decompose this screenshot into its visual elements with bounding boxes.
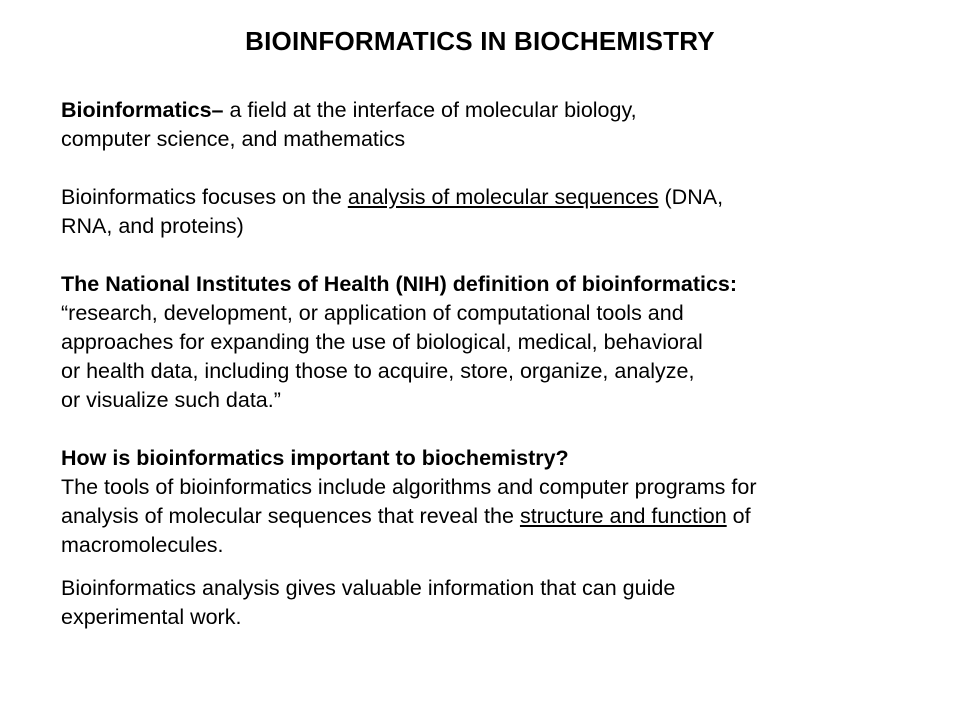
importance-question: How is bioinformatics important to biochemistry? <box>61 446 569 470</box>
focus-line-1-post: (DNA, <box>658 185 724 209</box>
importance-line-2-pre: analysis of molecular sequences that reveal the <box>61 504 520 528</box>
slide-body <box>61 96 941 632</box>
focus-line-1-pre: Bioinformatics focuses on the <box>61 185 348 209</box>
spacer <box>61 415 941 444</box>
spacer <box>61 154 941 183</box>
importance-line-1: The tools of bioinformatics include algorithms and computer programs for <box>61 475 757 499</box>
analysis-line-2: experimental work. <box>61 605 242 629</box>
spacer <box>61 560 941 574</box>
spacer <box>61 241 941 270</box>
focus-line-2: RNA, and proteins) <box>61 214 244 238</box>
definition-line-1: a field at the interface of molecular biology, <box>223 98 637 122</box>
nih-quote-line-2: approaches for expanding the use of biological, medical, behavioral <box>61 330 703 354</box>
analysis-paragraph <box>61 574 941 632</box>
nih-heading: The National Institutes of Health (NIH) definition of bioinformatics: <box>61 272 738 296</box>
nih-quote-line-3: or health data, including those to acquire, store, organize, analyze, <box>61 359 695 383</box>
focus-underlined-phrase: analysis of molecular sequences <box>347 185 659 209</box>
definition-line-2: computer science, and mathematics <box>61 127 406 151</box>
nih-quote-line-1: “research, development, or application of computational tools and <box>61 301 684 325</box>
slide-title: BIOINFORMATICS IN BIOCHEMISTRY <box>245 26 715 56</box>
importance-line-3: macromolecules. <box>61 533 224 557</box>
importance-paragraph <box>61 444 941 560</box>
bioinformatics-term: Bioinformatics– <box>61 98 224 122</box>
analysis-line-1: Bioinformatics analysis gives valuable information that can guide <box>61 576 676 600</box>
focus-paragraph <box>61 183 941 241</box>
definition-paragraph <box>61 96 941 154</box>
nih-quote-line-4: or visualize such data.” <box>61 388 281 412</box>
importance-underlined-phrase: structure and function <box>519 504 727 528</box>
nih-paragraph <box>61 270 941 415</box>
importance-line-2-post: of <box>726 504 751 528</box>
